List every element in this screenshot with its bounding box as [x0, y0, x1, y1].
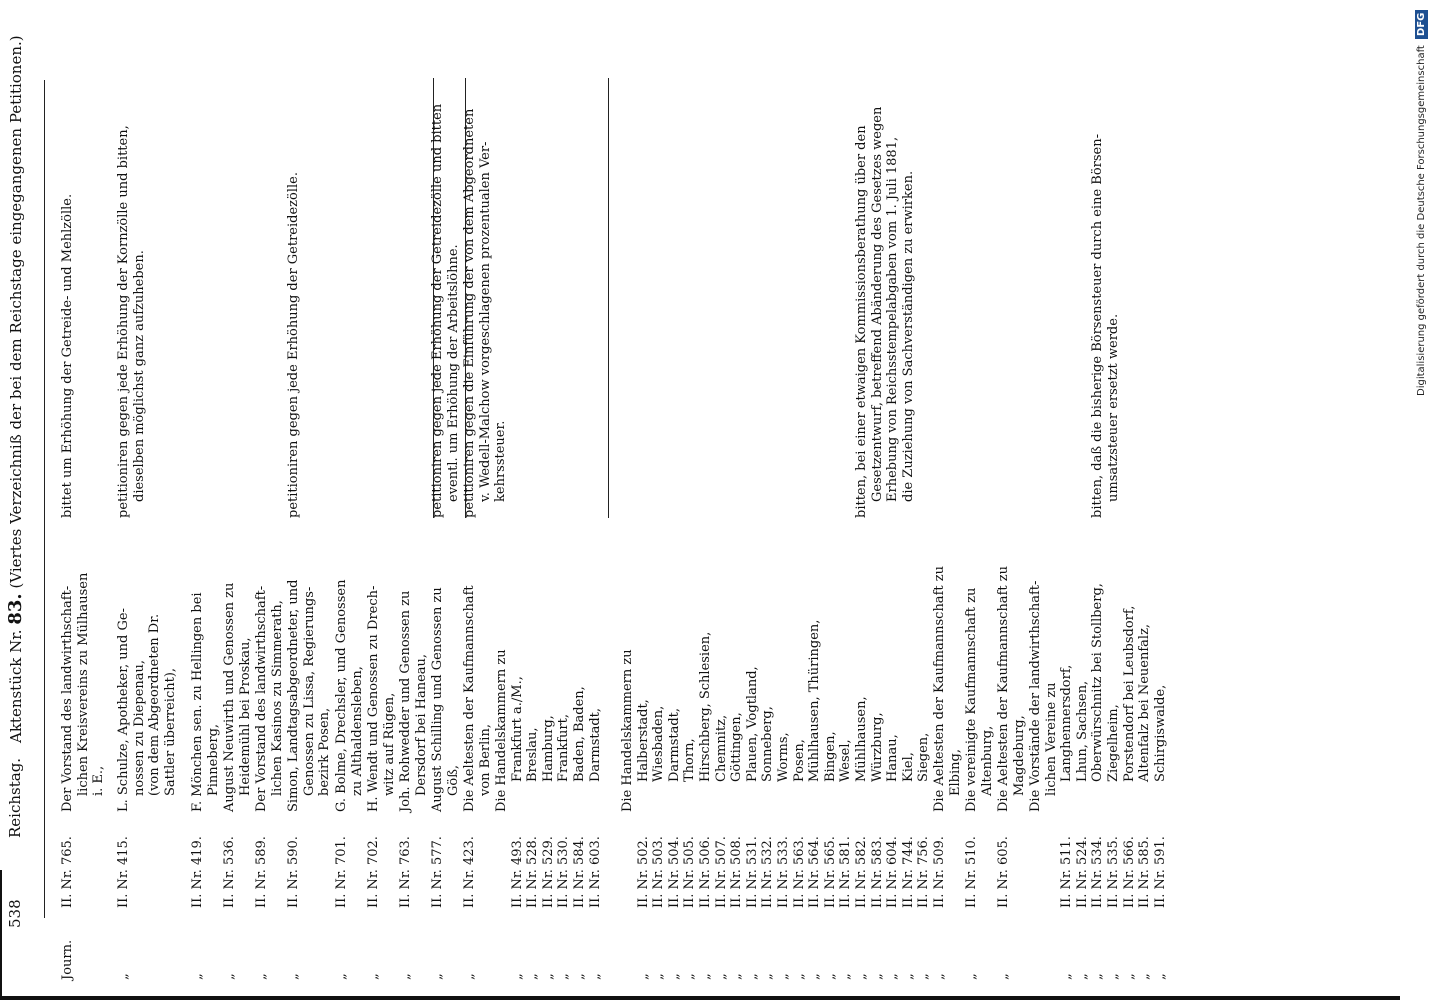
text-line: petitioniren gegen die Einführung der von dem Abgeordneten [462, 108, 477, 518]
journal-number: II. Nr. 603. [587, 836, 603, 908]
journal-number: II. Nr. 744. [900, 836, 916, 908]
place-name: Darmstadt, [666, 707, 682, 782]
journal-number: II. Nr. 582. [854, 836, 869, 908]
journal-number: II. Nr. 529. [540, 836, 556, 908]
text-line: August Neuwirth und Genossen zu [222, 582, 237, 812]
journal-source: „ [729, 973, 745, 980]
journal-source: „ [509, 973, 525, 980]
place-name: Hamburg, [540, 715, 556, 782]
journal-number: II. Nr. 765. [60, 836, 75, 908]
document-title [5, 35, 26, 743]
journal-number: II. Nr. 591. [1152, 836, 1168, 908]
journal-number: II. Nr. 534. [1090, 836, 1106, 908]
text-line: bitten, bei einer etwaigen Kommissionsberathung über den [854, 125, 869, 518]
journal-number: II. Nr. 493. [509, 836, 525, 908]
journal-number: II. Nr. 423. [462, 836, 477, 908]
journal-number: II. Nr. 509. [932, 836, 947, 908]
journal-source: „ [791, 973, 807, 980]
journal-number: II. Nr. 507. [713, 836, 729, 908]
petitioner [462, 554, 493, 812]
journal-source: „ [932, 973, 947, 980]
journal-source: „ [916, 973, 932, 980]
text-line: lichen Kasinos zu Simmerath, [269, 600, 285, 796]
place-name: Hanau, [885, 734, 901, 782]
page-number: 538 [6, 899, 24, 928]
text-line: i. E., [91, 765, 107, 796]
title-suffix: (Viertes Verzeichniß der bei dem Reichstage eingegangenen Petitionen.) [7, 35, 25, 589]
petitioner [366, 554, 397, 812]
petition-request [60, 78, 76, 518]
text-line: lichen Vereine zu [1043, 682, 1059, 796]
journal-number: II. Nr. 581. [838, 836, 854, 908]
petition-request [430, 78, 461, 518]
petition-request [854, 78, 916, 518]
journal-source: „ [116, 973, 131, 980]
text-line: Elbing, [947, 749, 963, 796]
journal-number: II. Nr. 504. [666, 836, 682, 908]
header-rule [44, 80, 45, 918]
journal-source: „ [822, 973, 838, 980]
place-name: Lhun, Sachsen, [1074, 680, 1090, 782]
journal-source: „ [1121, 973, 1137, 980]
journal-source: „ [556, 973, 572, 980]
place-name: Oberwürschnitz bei Stollberg, [1090, 583, 1106, 782]
page-header [2, 35, 30, 948]
text-line: G. Bolme, Drechsler, und Genossen [334, 579, 349, 812]
journal-source: „ [572, 973, 587, 980]
journal-number: II. Nr. 505. [682, 836, 698, 908]
place-name: Göttingen, [729, 712, 745, 782]
text-line: bezirk Posen, [317, 707, 333, 796]
text-line: umsatzsteuer ersetzt werde. [1105, 313, 1121, 502]
petitioner [932, 554, 963, 812]
document-number: 83. [5, 593, 26, 625]
place-name: Worms, [776, 732, 791, 782]
journal-number: II. Nr. 524. [1074, 836, 1090, 908]
place-name: Langhennersdorf, [1059, 664, 1075, 782]
journal-source: „ [698, 973, 713, 980]
journal-number: II. Nr. 535. [1106, 836, 1121, 908]
text-line: petitioniren gegen jede Erhöhung der Kornzölle und bitten, [116, 125, 131, 518]
text-line: nossen zu Diepenau, [131, 659, 147, 796]
place-name: Altenfalz bei Neuenfalz, [1137, 623, 1153, 782]
text-line: zu Althaldensleben, [349, 666, 365, 796]
text-line: Göß, [445, 764, 461, 796]
place-name: Baden, Baden, [572, 686, 587, 782]
journal-source: „ [651, 973, 667, 980]
journal-source: „ [744, 973, 760, 980]
place-name: Kiel, [900, 752, 916, 782]
journal-source: „ [462, 973, 477, 980]
journal-source: „ [430, 973, 445, 980]
journal-source: „ [1074, 973, 1090, 980]
journal-source: „ [996, 973, 1011, 980]
journal-number: II. Nr. 604. [885, 836, 901, 908]
journal-source: „ [869, 973, 885, 980]
journal-number: II. Nr. 589. [254, 836, 269, 908]
place-name: Darmstadt, [587, 707, 603, 782]
group-label: Die Handelskammern zu [620, 649, 635, 812]
journal-source: „ [838, 973, 854, 980]
journal-source: „ [1090, 973, 1106, 980]
place-name: Porstendorf bei Leubsdorf, [1121, 605, 1137, 782]
journal-number: II. Nr. 419. [190, 836, 205, 908]
place-name: Halberstadt, [635, 699, 651, 782]
journal-source: „ [900, 973, 916, 980]
place-name: Frankfurt a./M., [509, 676, 525, 782]
place-name: Wesel, [838, 739, 854, 782]
petitioner [286, 554, 333, 812]
journal-number: II. Nr. 532. [760, 836, 776, 908]
text-line: Sattler überreicht), [162, 667, 178, 796]
journal-number: II. Nr. 563. [791, 836, 807, 908]
journal-source: „ [286, 973, 301, 980]
petition-list [60, 0, 1400, 1000]
journal-source: „ [334, 973, 349, 980]
text-line: Pinneberg, [205, 723, 221, 796]
text-line: Der Vorstand des landwirthschaft- [254, 585, 269, 812]
journal-number: II. Nr. 583. [869, 836, 885, 908]
journal-source: „ [366, 973, 381, 980]
place-name: Bingen, [822, 731, 838, 782]
petitioner [190, 554, 221, 812]
journal-number: II. Nr. 577. [430, 836, 445, 908]
text-line: petitioniren gegen jede Erhöhung der Getreidezölle. [286, 172, 301, 518]
journal-number: II. Nr. 566. [1121, 836, 1137, 908]
text-line: von Berlin, [477, 724, 493, 796]
journal-number: II. Nr. 701. [334, 836, 349, 908]
dfg-logo: DFG [1415, 10, 1428, 39]
text-line: F. Mönchen sen. zu Hellingen bei [190, 592, 205, 812]
journal-number: II. Nr. 508. [729, 836, 745, 908]
journal-number: II. Nr. 590. [286, 836, 301, 908]
place-name: Hirschberg, Schlesien, [698, 631, 713, 782]
journal-source: „ [635, 973, 651, 980]
place-name: Breslau, [525, 727, 541, 782]
group-label [1028, 554, 1059, 812]
petitioner [254, 554, 285, 812]
petition-request [286, 78, 302, 518]
text-line: L. Schulze, Apotheker, und Ge- [116, 608, 131, 812]
text-line: Die Aeltesten der Kaufmannschaft zu [996, 566, 1011, 812]
text-line: Simon, Landtagsabgeordneter, und [286, 579, 301, 812]
text-line: August Schilling und Genossen zu [430, 587, 445, 812]
text-line: petitioniren gegen jede Erhöhung der Getreidezölle und bitten [430, 103, 445, 518]
journal-number: II. Nr. 503. [651, 836, 667, 908]
petitioner [398, 554, 429, 812]
text-line: Magdeburg, [1011, 715, 1027, 796]
text-line: Die vereinigte Kaufmannschaft zu [964, 587, 979, 812]
journal-number: II. Nr. 536. [222, 836, 237, 908]
text-line: Joh. Rohwedder und Genossen zu [398, 590, 413, 812]
journal-number: II. Nr. 506. [698, 836, 713, 908]
place-name: Posen, [791, 739, 807, 782]
journal-number: II. Nr. 565. [822, 836, 838, 908]
digitization-note: Digitalisierung gefördert durch die Deutsche Forschungsgemeinschaft [1416, 45, 1427, 396]
place-name: Thorn, [682, 738, 698, 782]
text-line: Der Vorstand des landwirthschaft- [60, 585, 75, 812]
journal-source: „ [682, 973, 698, 980]
journal-number: II. Nr. 564. [807, 836, 823, 908]
journal-number: II. Nr. 763. [398, 836, 413, 908]
text-line: die Zuziehung von Sachverständigen zu erwirken. [900, 170, 916, 502]
journal-source: „ [525, 973, 541, 980]
place-name: Wiesbaden, [651, 705, 667, 782]
text-line: Die Vorstände der landwirthschaft- [1028, 580, 1043, 812]
journal-source: „ [190, 973, 205, 980]
text-line: Die Aeltesten der Kaufmannschaft zu [932, 566, 947, 812]
journal-source: „ [254, 973, 269, 980]
place-name: Mühlhausen, Thüringen, [807, 619, 823, 782]
place-name: Siegen, [916, 732, 932, 782]
text-line: bitten, daß die bisherige Börsensteuer durch eine Börsen- [1090, 134, 1106, 518]
text-line: Heidemühl bei Proskau, [237, 637, 253, 796]
journal-number: II. Nr. 584. [572, 836, 587, 908]
text-line: Erhebung von Reichsstempelabgaben vom 1. Juli 1881, [885, 136, 901, 502]
place-name: Schirgiswalde, [1152, 684, 1168, 782]
text-line: lichen Kreisvereins zu Mülhausen [75, 572, 91, 796]
group-label: Die Handelskammern zu [494, 649, 509, 812]
running-title: Reichstag. [6, 757, 24, 838]
petition-request [462, 78, 509, 518]
journal-source: „ [964, 973, 979, 980]
text-line: eventl. um Erhöhung der Arbeitslöhne. [445, 244, 461, 502]
journal-source: Journ. [60, 939, 75, 980]
text-line: Gesetzentwurf, betreffend Abänderung des Gesetzes wegen [869, 106, 885, 502]
journal-number: II. Nr. 415. [116, 836, 131, 908]
text-line: H. Wendt und Genossen zu Drech- [366, 585, 381, 812]
text-line: bittet um Erhöhung der Getreide- und Mehlzölle. [60, 193, 75, 518]
text-line: kehrssteuer. [493, 420, 509, 502]
petitioner [430, 554, 461, 812]
journal-number: II. Nr. 531. [744, 836, 760, 908]
petitioner [222, 554, 253, 812]
journal-number: II. Nr. 510. [964, 836, 979, 908]
text-line: witz auf Rügen, [381, 692, 397, 796]
journal-source: „ [398, 973, 413, 980]
journal-number: II. Nr. 528. [525, 836, 541, 908]
journal-source: „ [222, 973, 237, 980]
text-line: dieselben möglichst ganz aufzuheben. [131, 250, 147, 502]
journal-source: „ [713, 973, 729, 980]
journal-number: II. Nr. 530. [556, 836, 572, 908]
text-line: Die Aeltesten der Kaufmannschaft [462, 585, 477, 812]
text-line: Genossen zu Lissa, Regierungs- [301, 586, 317, 796]
place-name: Sonneberg, [760, 706, 776, 782]
place-name: Mühlhausen, [854, 696, 869, 782]
petitioner [996, 554, 1027, 812]
petition-request [116, 78, 147, 518]
text-line: (von dem Abgeordneten Dr. [147, 613, 163, 796]
journal-number: II. Nr. 702. [366, 836, 381, 908]
group-rule [608, 78, 609, 518]
journal-source: „ [885, 973, 901, 980]
journal-number: II. Nr. 511. [1059, 836, 1075, 908]
text-line: Altenburg, [979, 725, 995, 796]
place-name: Plauen, Vogtland, [744, 666, 760, 782]
journal-source: „ [1137, 973, 1153, 980]
journal-source: „ [540, 973, 556, 980]
petitioner [964, 554, 995, 812]
journal-source: „ [807, 973, 823, 980]
journal-number: II. Nr. 585. [1137, 836, 1153, 908]
text-line: Dersdorf bei Haneau, [413, 653, 429, 796]
journal-source: „ [760, 973, 776, 980]
place-name: Ziegelheim, [1106, 704, 1121, 782]
petitioner [334, 554, 365, 812]
digitization-credit [1412, 6, 1432, 396]
petition-request [1090, 78, 1121, 518]
place-name: Chemnitz, [713, 714, 729, 782]
journal-number: II. Nr. 533. [776, 836, 791, 908]
journal-number: II. Nr. 605. [996, 836, 1011, 908]
journal-source: „ [854, 973, 869, 980]
title-prefix: Aktenstück Nr. [7, 629, 25, 743]
petitioner [116, 554, 178, 812]
journal-source: „ [1059, 973, 1075, 980]
journal-number: II. Nr. 756. [916, 836, 932, 908]
text-line: v. Wedell-Malchow vorgeschlagenen prozentualen Ver- [477, 141, 493, 502]
journal-source: „ [776, 973, 791, 980]
journal-number: II. Nr. 502. [635, 836, 651, 908]
petitioner [60, 554, 107, 812]
journal-source: „ [1106, 973, 1121, 980]
journal-source: „ [587, 973, 603, 980]
journal-source: „ [1152, 973, 1168, 980]
place-name: Würzburg, [869, 712, 885, 782]
journal-source: „ [666, 973, 682, 980]
place-name: Frankfurt, [556, 714, 572, 782]
